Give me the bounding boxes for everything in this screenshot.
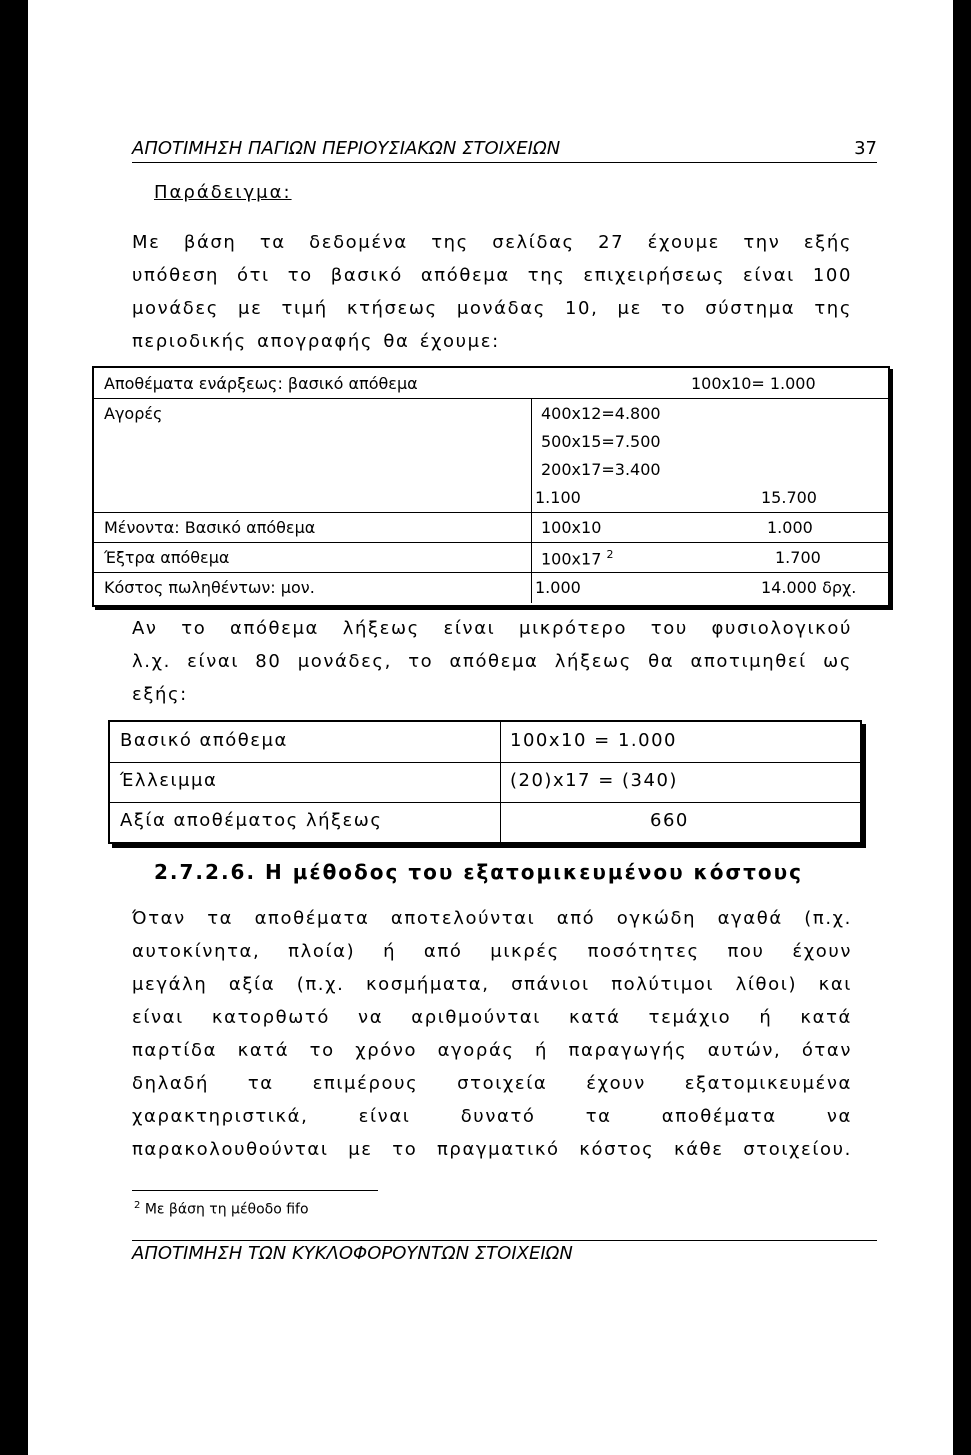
body-line: μεγάλη αξία (π.χ. κοσμήματα, σπάνιοι πολύτιμοι λίθοι) και <box>132 974 852 995</box>
row-value: 100x10 = 1.000 <box>510 730 677 751</box>
opening-label: Αποθέματα ενάρξεως: βασικό απόθεμα <box>104 374 418 393</box>
table-row <box>110 802 860 842</box>
intro-line: περιοδικής απογραφής θα έχουμε: <box>132 331 500 352</box>
body-line: δηλαδή τα επιμέρους στοιχεία έχουν εξατομικευμένα <box>132 1073 852 1094</box>
header-title: ΑΠΟΤΙΜΗΣΗ ΠΑΓΙΩΝ ΠΕΡΙΟΥΣΙΑΚΩΝ ΣΤΟΙΧΕΙΩΝ <box>132 138 561 159</box>
row-value: (20)x17 = (340) <box>510 770 678 791</box>
opening-total: 100x10= 1.000 <box>691 374 816 393</box>
row-label: Αξία αποθέματος λήξεως <box>120 810 383 831</box>
page <box>28 0 953 1455</box>
footer-title: ΑΠΟΤΙΜΗΣΗ ΤΩΝ ΚΥΚΛΟΦΟΡΟΥΝΤΩΝ ΣΤΟΙΧΕΙΩΝ <box>132 1243 573 1264</box>
page-number: 37 <box>854 138 877 159</box>
page-header <box>132 136 877 163</box>
extra-label: Έξτρα απόθεμα <box>104 548 230 567</box>
cost-value: 14.000 δρχ. <box>761 578 857 597</box>
table-row <box>110 762 860 803</box>
row-label: Έλλειμμα <box>120 770 218 791</box>
page-footer <box>132 1240 877 1264</box>
extra-calc: 100x17 <box>541 549 602 569</box>
body-line: είναι κατορθωτό να αριθμούνται κατά τεμάχιο ή κατά <box>132 1007 852 1028</box>
purchases-label: Αγορές <box>104 404 163 423</box>
mid-paragraph <box>132 612 852 711</box>
inventory-table <box>92 366 890 607</box>
intro-line: υπόθεση ότι το βασικό απόθεμα της επιχειρήσεως είναι 100 <box>132 265 852 286</box>
table-row <box>110 722 860 763</box>
row-value: 660 <box>650 810 689 831</box>
body-line: παρτίδα κατά το χρόνο αγοράς ή παραγωγής αυτών, όταν <box>132 1040 852 1061</box>
purchase-line: 200x17=3.400 <box>541 460 661 479</box>
intro-paragraph <box>132 226 852 358</box>
body-line: παρακολουθούνται με το πραγματικό κόστος κάθε στοιχείου. <box>132 1139 852 1160</box>
section-title: 2.7.2.6. Η μέθοδος του εξατομικευμένου κόστους <box>154 860 803 884</box>
purchase-line: 500x15=7.500 <box>541 432 661 451</box>
mid-line: λ.χ. είναι 80 μονάδες, το απόθεμα λήξεως θα αποτιμηθεί ως <box>132 651 852 672</box>
remaining-calc: 100x10 <box>541 518 602 537</box>
extra-value: 1.700 <box>775 548 821 567</box>
closing-inventory-table <box>108 720 862 844</box>
body-paragraph <box>132 902 852 1166</box>
mid-line: εξής: <box>132 684 188 705</box>
mid-line: Αν το απόθεμα λήξεως είναι μικρότερο του φυσιολογικού <box>132 618 852 639</box>
table-row-purchases <box>94 398 888 513</box>
table-row-cost <box>94 572 888 602</box>
footnote <box>134 1200 309 1218</box>
row-label: Βασικό απόθεμα <box>120 730 288 751</box>
intro-line: Με βάση τα δεδομένα της σελίδας 27 έχουμε την εξής <box>132 232 852 253</box>
table-row-remaining <box>94 512 888 543</box>
footnote-divider <box>132 1190 378 1191</box>
cost-label: Κόστος πωληθέντων: μον. <box>104 578 315 597</box>
remaining-label: Μένοντα: Βασικό απόθεμα <box>104 518 316 537</box>
example-title: Παράδειγμα: <box>154 182 292 203</box>
footnote-mark: 2 <box>606 548 614 561</box>
footnote-number: 2 <box>134 1200 141 1211</box>
table-row-extra <box>94 542 888 573</box>
table-row-opening <box>94 368 888 399</box>
body-line: αυτοκίνητα, πλοία) ή από μικρές ποσότητες που έχουν <box>132 941 852 962</box>
extra-calc-group <box>541 548 613 568</box>
purchase-line: 400x12=4.800 <box>541 404 661 423</box>
intro-line: μονάδες με τιμή κτήσεως μονάδας 10, με το σύστημα της <box>132 298 852 319</box>
purchases-sum-units: 1.100 <box>535 488 581 507</box>
remaining-value: 1.000 <box>767 518 813 537</box>
purchases-sum-value: 15.700 <box>761 488 817 507</box>
footnote-text: Με βάση τη μέθοδο fifo <box>144 1201 309 1218</box>
body-line: Όταν τα αποθέματα αποτελούνται από ογκώδη αγαθά (π.χ. <box>132 908 852 929</box>
cost-units: 1.000 <box>535 578 581 597</box>
body-line: χαρακτηριστικά, είναι δυνατό τα αποθέματα να <box>132 1106 852 1127</box>
